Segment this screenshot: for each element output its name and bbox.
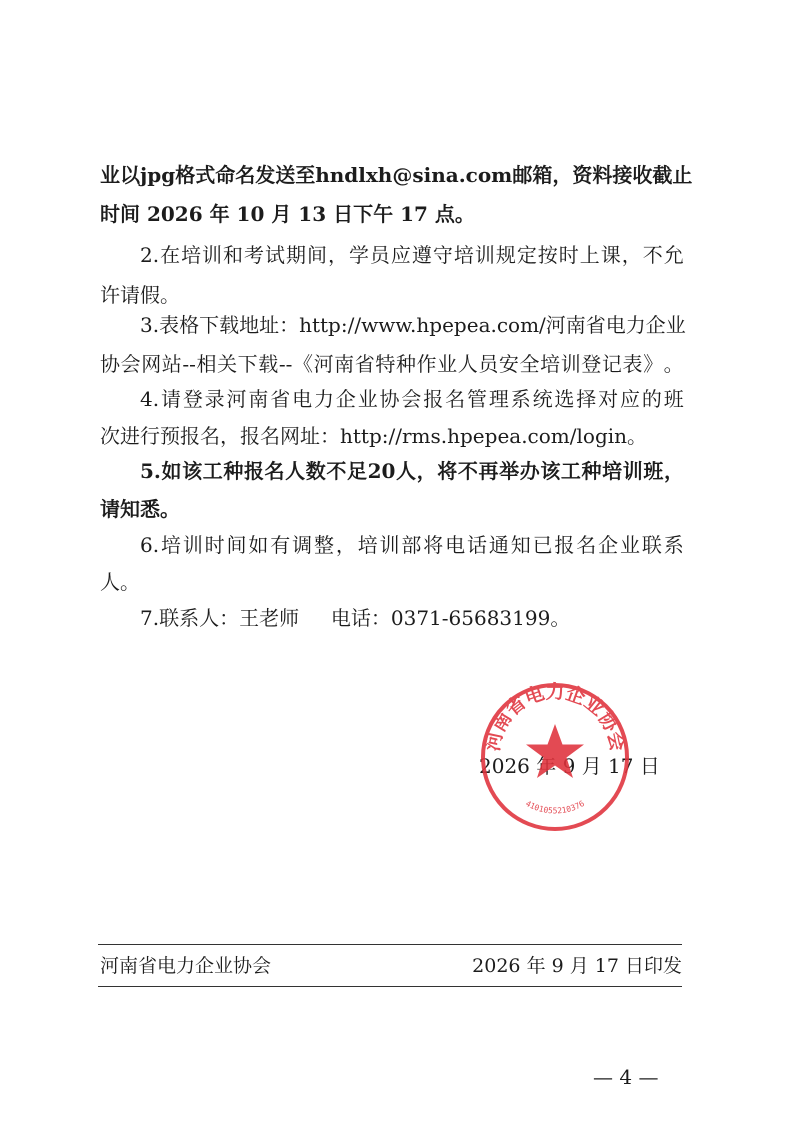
item-6-line-1: 6. 培 训 时 间 如 有 调 整 ， 培 训 部 将 电 话 通 知 已 报 名 企 业 联 系	[140, 533, 684, 557]
footer-org-name: 河南省电力企业协会	[100, 955, 272, 977]
item-7-contact: 7.联系人：王老师 电话：0371-65683199。	[140, 606, 571, 630]
page-number: — 4 —	[593, 1065, 659, 1089]
item-5-line-2: 请知悉。	[100, 497, 180, 521]
footer-top-rule	[98, 944, 682, 945]
footer-bottom-rule	[98, 986, 682, 987]
item-2-line-2: 许请假。	[100, 283, 180, 307]
body-line-email: 业 以 jpg 格 式 命 名 发 送 至 hndlxh@sina.com 邮 箱 ， 资 料 接 收 截 止	[100, 163, 693, 187]
item-3-line-1: 3. 表 格 下 载 地 址 ： http://www.hpepea.com/ 河 南 省 电 力 企 业	[140, 313, 686, 337]
seal-code-text: 4101055210376	[524, 798, 586, 816]
item-2-line-1: 2. 在 培 训 和 考 试 期 间 ， 学 员 应 遵 守 培 训 规 定 按 时 上 课 ， 不 允	[140, 243, 684, 267]
signature-date: 2026 年 9 月 17 日	[479, 754, 660, 778]
item-6-line-2: 人。	[100, 570, 140, 594]
body-line-deadline: 时间 2026 年 10 月 13 日下午 17 点。	[100, 202, 475, 226]
item-4-line-2: 次进行预报名，报名网址：http://rms.hpepea.com/login。	[100, 424, 648, 448]
seal-star-icon	[526, 724, 584, 778]
official-seal-stamp	[478, 680, 632, 834]
footer-issue-date: 2026 年 9 月 17 日印发	[472, 955, 682, 977]
seal-org-text: 河南省电力企业协会	[481, 681, 629, 754]
item-4-line-1: 4. 请 登 录 河 南 省 电 力 企 业 协 会 报 名 管 理 系 统 选 择 对 应 的 班	[140, 387, 684, 411]
item-3-line-2: 协 会 网 站 -- 相 关 下 载 -- 《 河 南 省 特 种 作 业 人 员 安 全 培 训 登 记 表 》 。	[100, 352, 684, 376]
item-5-line-1: 5. 如 该 工 种 报 名 人 数 不 足 20 人 ， 将 不 再 举 办 该 工 种 培 训 班 ，	[140, 459, 684, 483]
